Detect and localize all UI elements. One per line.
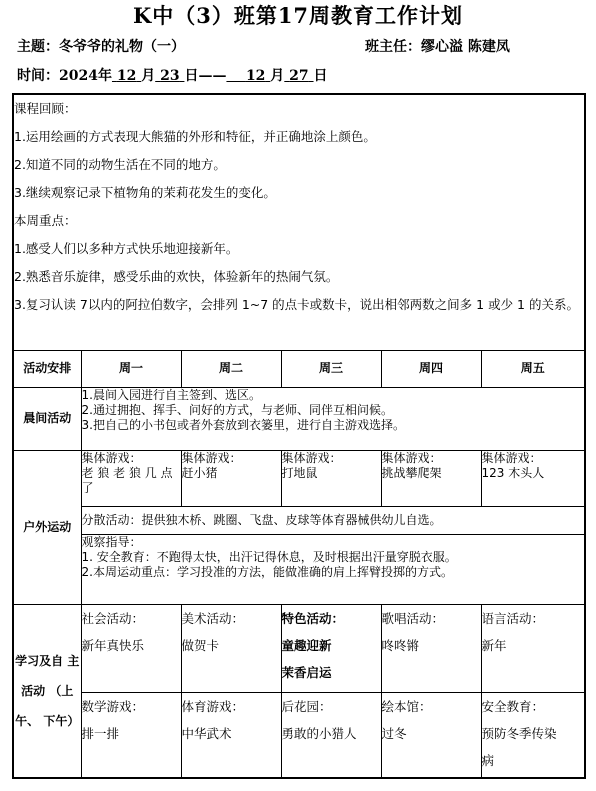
guide-heading: 观察指导：	[81, 534, 142, 549]
theme-line	[17, 37, 185, 57]
review-heading: 课程回顾：	[14, 101, 77, 116]
schedule-label: 活动安排	[13, 350, 81, 387]
featured-activity-cell: 特色活动： 童趣迎新 茉香启运	[281, 604, 381, 692]
learning-cell: 社会活动： 新年真快乐	[81, 604, 181, 692]
teacher-label: 班主任：	[365, 39, 421, 55]
outdoor-game-name: 赶小猪	[181, 465, 218, 480]
day-thursday: 周四	[381, 350, 481, 387]
teacher-line	[365, 37, 510, 57]
morning-line: 1.晨间入园进行自主签到、选区。	[81, 387, 261, 402]
outdoor-scatter: 分散活动：提供独木桥、跳圈、飞盘、皮球等体育器械供幼儿自选。	[81, 506, 585, 534]
time-day-char-2: 日	[313, 68, 328, 84]
time-month-char-2: 月	[270, 68, 285, 84]
focus-heading: 本周重点：	[14, 213, 77, 228]
outdoor-game-name: 老 狼 老 狼 几 点了	[81, 465, 173, 495]
learning-cell: 后花园： 勇敢的小猎人	[281, 692, 381, 778]
theme-value: 冬爷爷的礼物（一）	[59, 39, 185, 55]
outdoor-label: 户外运动	[13, 450, 81, 604]
time-line	[17, 66, 328, 86]
day-tuesday: 周二	[181, 350, 281, 387]
learning-cell: 体育游戏： 中华武术	[181, 692, 281, 778]
morning-line: 2.通过拥抱、挥手、问好的方式，与老师、同伴互相问候。	[81, 402, 393, 417]
outdoor-game-name: 打地鼠	[281, 465, 318, 480]
time-label: 时间：	[17, 68, 59, 84]
course-review-cell	[13, 94, 585, 350]
time-day-char: 日	[184, 68, 199, 84]
teacher-value: 缪心溢 陈建凤	[421, 39, 510, 55]
learning-cell: 绘本馆： 过冬	[381, 692, 481, 778]
focus-item: 2.熟悉音乐旋律，感受乐曲的欢快，体验新年的热闹气氛。	[14, 269, 339, 284]
learning-cell: 数学游戏： 排一排	[81, 692, 181, 778]
theme-label: 主题：	[17, 39, 59, 55]
focus-item: 3.复习认读 7以内的阿拉伯数字，会排列 1~7 的点卡或数卡，说出相邻两数之间多 1 或少 1 的关系。	[14, 297, 579, 312]
plan-table	[12, 93, 586, 779]
outdoor-game-name: 挑战攀爬架	[381, 465, 442, 480]
guide-item: 1. 安全教育：不跑得太快，出汗记得休息，及时根据出汗量穿脱衣服。	[81, 549, 457, 564]
focus-item: 1.感受人们以多种方式快乐地迎接新年。	[14, 241, 239, 256]
day-monday: 周一	[81, 350, 181, 387]
day-friday: 周五	[481, 350, 585, 387]
review-item: 1.运用绘画的方式表现大熊猫的外形和特征，并正确地涂上颜色。	[14, 129, 376, 144]
guide-item: 2.本周运动重点：学习投准的方法，能做准确的肩上挥臂投掷的方式。	[81, 564, 453, 579]
learning-cell: 歌唱活动： 咚咚锵	[381, 604, 481, 692]
outdoor-game-cell: 集体游戏： 打地鼠	[281, 450, 381, 506]
page-title: K中（3）班第17周教育工作计划	[132, 3, 464, 28]
review-item: 2.知道不同的动物生活在不同的地方。	[14, 157, 226, 172]
day-wednesday: 周三	[281, 350, 381, 387]
learning-cell: 安全教育： 预防冬季传染 病	[481, 692, 585, 778]
time-start-month: 12	[116, 68, 137, 84]
time-sep: ——	[198, 68, 227, 84]
outdoor-game-cell: 集体游戏： 123 木头人	[481, 450, 585, 506]
outdoor-game-cell: 集体游戏： 挑战攀爬架	[381, 450, 481, 506]
morning-content	[81, 387, 585, 450]
time-month-char: 月	[141, 68, 156, 84]
learning-cell: 美术活动： 做贺卡	[181, 604, 281, 692]
learning-label: 学习及自 主活动 （上午、 下午）	[13, 604, 81, 778]
time-start-day: 23	[160, 68, 180, 84]
time-year: 2024年	[59, 68, 112, 84]
morning-label: 晨间活动	[13, 387, 81, 450]
review-item: 3.继续观察记录下植物角的茉莉花发生的变化。	[14, 185, 276, 200]
time-end-month: 12	[245, 68, 266, 84]
learning-cell: 语言活动： 新年	[481, 604, 585, 692]
outdoor-game-cell: 集体游戏： 赶小猪	[181, 450, 281, 506]
outdoor-guide	[81, 534, 585, 604]
time-end-day: 27	[289, 68, 309, 84]
morning-line: 3.把自己的小书包或者外套放到衣篓里，进行自主游戏选择。	[81, 417, 405, 432]
outdoor-game-cell: 集体游戏： 老 狼 老 狼 几 点了	[81, 450, 181, 506]
outdoor-game-name: 123 木头人	[481, 465, 545, 480]
